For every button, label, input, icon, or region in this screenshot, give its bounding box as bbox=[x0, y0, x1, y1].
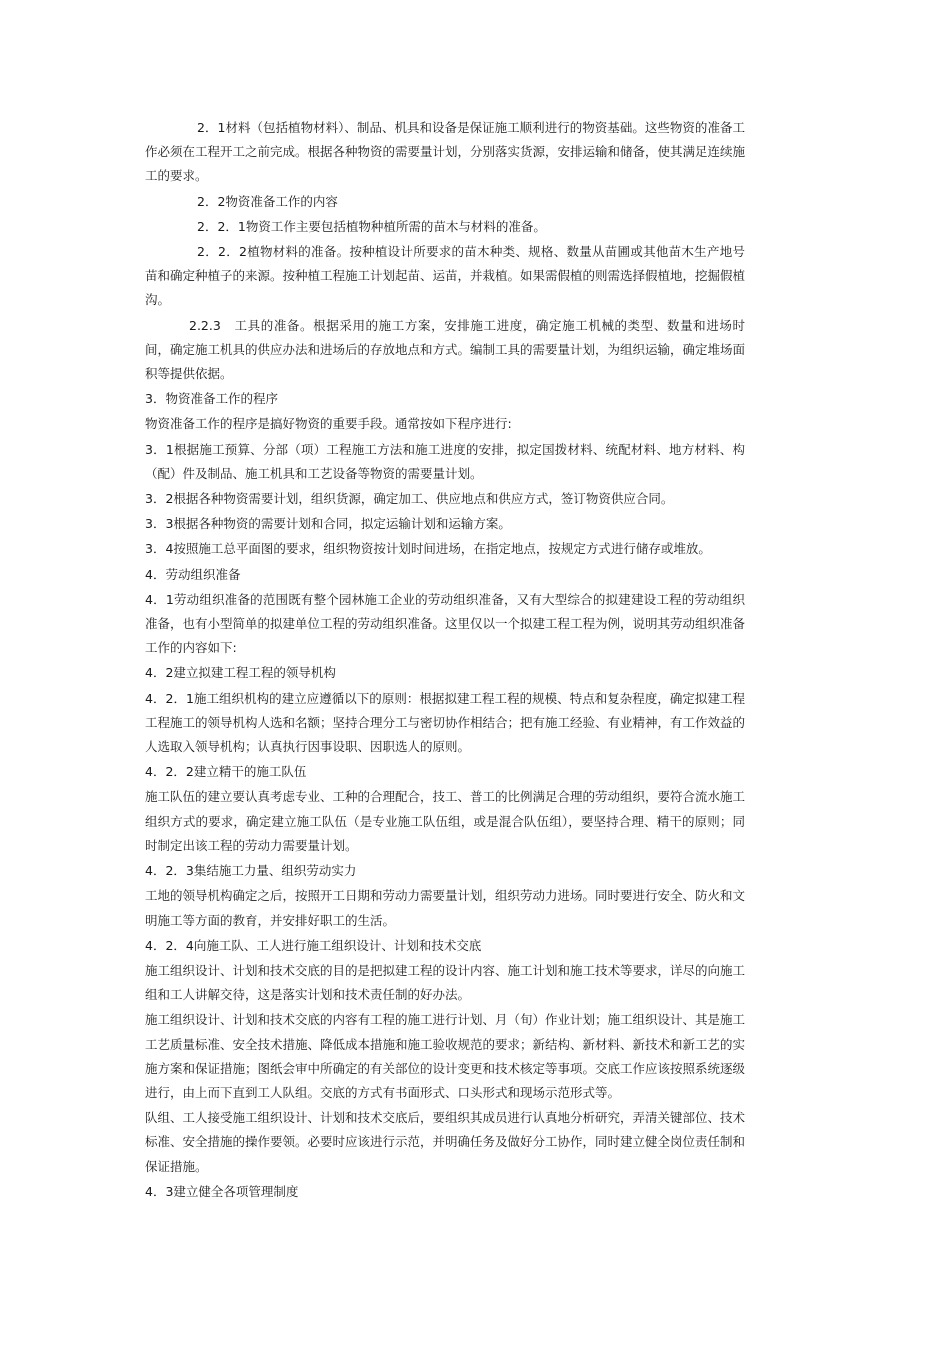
para-leadership-4-2-1: 4．2．1施工组织机构的建立应遵循以下的原则：根据拟建工程工程的规模、特点和复杂程度，确定拟建工程工程施工的领导机构人选和名额；坚持合理分工与密切协作相结合；把有施工经验、有业精神，有工作效益的人选取入领导机构；认真执行因事设职、因职选人的原则。 bbox=[145, 690, 746, 755]
para-labor-4-1: 4．1劳动组织准备的范围既有整个园林施工企业的劳动组织准备，又有大型综合的拟建建设工程的劳动组织准备，也有小型简单的拟建单位工程的劳动组织准备。这里仅以一个拟建工程工程为例，说明其劳动组织准备工作的内容如下: bbox=[145, 591, 746, 656]
heading-briefing-4-2-4: 4．2．4向施工队、工人进行施工组织设计、计划和技术交底 bbox=[145, 937, 482, 953]
para-briefing-purpose: 施工组织设计、计划和技术交底的目的是把拟建工程的设计内容、施工计划和施工技术等要求，详尽的向施工组和工人讲解交待，这是落实计划和技术责任制的好办法。 bbox=[145, 962, 746, 1003]
para-tool-preparation: 2.2.3 工具的准备。根据采用的施工方案，安排施工进度，确定施工机械的类型、数量和进场时间，确定施工机具的供应办法和进场后的存放地点和方式。编制工具的需要量计划，为组织运输，确定堆场面积等提供依据。 bbox=[145, 317, 746, 382]
heading-material-content: 2．2物资准备工作的内容 bbox=[197, 193, 338, 209]
para-procedure-intro: 物资准备工作的程序是搞好物资的重要手段。通常按如下程序进行: bbox=[145, 416, 512, 432]
document-body bbox=[145, 116, 745, 1205]
para-briefing-team: 队组、工人接受施工组织设计、计划和技术交底后，要组织其成员进行认真地分析研究，弄清关键部位、技术标准、安全措施的操作要领。必要时应该进行示范，并明确任务及做好分工协作，同时建立健全岗位责任制和保证措施。 bbox=[145, 1110, 746, 1174]
heading-force-4-2-3: 4．2．3集结施工力量、组织劳动实力 bbox=[145, 863, 357, 879]
para-briefing-content: 施工组织设计、计划和技术交底的内容有工程的施工进行计划、月（旬）作业计划；施工组织设计、其是施工工艺质量标准、安全技术措施、降低成本措施和施工验收规范的要求；新结构、新材料、新技术和新工艺的实施方案和保证措施；图纸会审中所确定的有关部位的设计变更和技术核定等事项。交底工作应该按照系统逐级进行，由上而下直到工人队组。交底的方式有书面形式、口头形式和现场示范形式等。 bbox=[145, 1012, 746, 1100]
para-team-4-2-2: 施工队伍的建立要认真考虑专业、工种的合理配合，技工、普工的比例满足合理的劳动组织，要符合流水施工组织方式的要求，确定建立施工队伍（是专业施工队伍组，或是混合队伍组），要坚持合理、精干的原则；同时制定出该工程的劳动力需要量计划。 bbox=[145, 789, 746, 853]
heading-labor-organization: 4．劳动组织准备 bbox=[145, 566, 241, 582]
heading-team-4-2-2: 4．2．2建立精干的施工队伍 bbox=[145, 764, 307, 780]
heading-management-4-3: 4．3建立健全各项管理制度 bbox=[145, 1183, 299, 1199]
para-procedure-3-1: 3．1根据施工预算、分部（项）工程施工方法和施工进度的安排，拟定国拨材料、统配材料、地方材料、构（配）件及制品、施工机具和工艺设备等物资的需要量计划。 bbox=[145, 441, 745, 481]
para-procedure-3-2: 3．2根据各种物资需要计划，组织货源，确定加工、供应地点和供应方式，签订物资供应合同。 bbox=[145, 491, 674, 507]
para-plant-material: 2．2．2植物材料的准备。按种植设计所要求的苗木种类、规格、数量从苗圃或其他苗木生产地号苗和确定种植子的来源。按种植工程施工计划起苗、运苗，并栽植。如果需假植的则需选择假植地，挖掘假植沟。 bbox=[145, 244, 746, 308]
heading-material-procedure: 3．物资准备工作的程序 bbox=[145, 391, 278, 407]
para-material-work: 2．2．1物资工作主要包括植物种植所需的苗木与材料的准备。 bbox=[197, 218, 546, 234]
para-force-4-2-3: 工地的领导机构确定之后，按照开工日期和劳动力需要量计划，组织劳动力进场。同时要进行安全、防火和文明施工等方面的教育，并安排好职工的生活。 bbox=[145, 888, 746, 928]
para-materials-basis: 2．1材料（包括植物材料）、制品、机具和设备是保证施工顺利进行的物资基础。这些物资的准备工作必须在工程开工之前完成。根据各种物资的需要量计划，分别落实货源，安排运输和储备，使其满足连续施工的要求。 bbox=[145, 120, 746, 184]
para-procedure-3-4: 3．4按照施工总平面图的要求，组织物资按计划时间进场，在指定地点，按规定方式进行储存或堆放。 bbox=[145, 541, 711, 557]
para-procedure-3-3: 3．3根据各种物资的需要计划和合同，拟定运输计划和运输方案。 bbox=[145, 516, 511, 532]
heading-leadership-4-2: 4．2建立拟建工程工程的领导机构 bbox=[145, 665, 336, 681]
